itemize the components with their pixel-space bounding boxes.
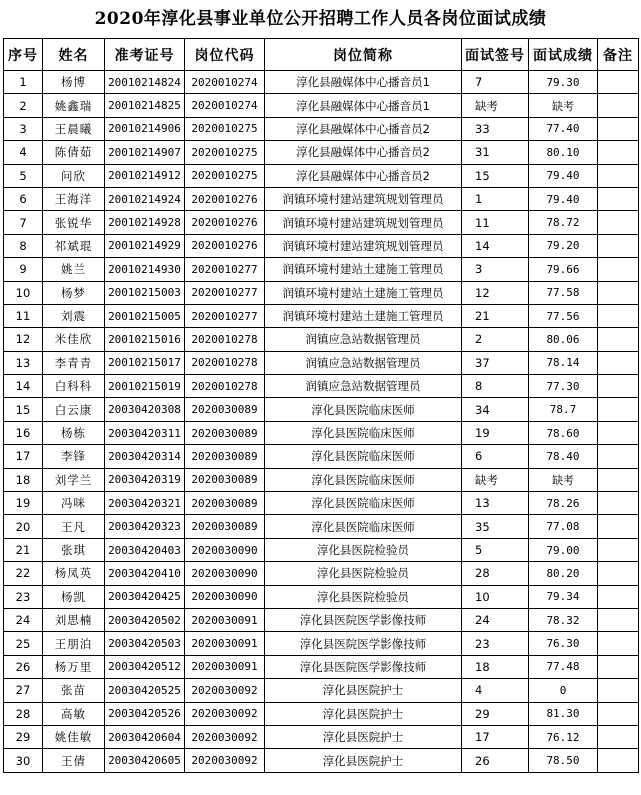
cell-exam-id: 20010214912 xyxy=(105,164,185,187)
cell-name: 王朋泊 xyxy=(43,632,105,655)
cell-post-name: 淳化县医院医学影像技师 xyxy=(265,655,462,678)
table-body xyxy=(4,71,639,773)
cell-no: 1 xyxy=(4,71,43,94)
cell-name: 问欣 xyxy=(43,164,105,187)
cell-post-name: 润镇环境村建站建筑规划管理员 xyxy=(265,187,462,210)
cell-name: 王晨曦 xyxy=(43,117,105,140)
cell-exam-id: 20010215019 xyxy=(105,375,185,398)
cell-post-code: 2020030089 xyxy=(185,492,265,515)
table-row xyxy=(4,585,639,608)
table-header-row xyxy=(4,39,639,71)
cell-name: 杨梦 xyxy=(43,281,105,304)
cell-post-name: 润镇应急站数据管理员 xyxy=(265,375,462,398)
cell-no: 18 xyxy=(4,468,43,491)
cell-post-name: 淳化县医院医学影像技师 xyxy=(265,632,462,655)
cell-post-code: 2020010276 xyxy=(185,211,265,234)
table-row xyxy=(4,421,639,444)
cell-post-name: 淳化县医院临床医师 xyxy=(265,468,462,491)
cell-score: 78.72 xyxy=(529,211,598,234)
cell-post-code: 2020010277 xyxy=(185,281,265,304)
cell-post-name: 淳化县医院临床医师 xyxy=(265,421,462,444)
score-table xyxy=(3,38,639,773)
cell-post-code: 2020030092 xyxy=(185,749,265,772)
cell-name: 张琪 xyxy=(43,538,105,561)
cell-post-code: 2020010275 xyxy=(185,141,265,164)
cell-post-name: 润镇环境村建站土建施工管理员 xyxy=(265,281,462,304)
cell-no: 27 xyxy=(4,679,43,702)
cell-note xyxy=(598,608,639,631)
table-row xyxy=(4,71,639,94)
cell-note xyxy=(598,632,639,655)
cell-post-code: 2020010275 xyxy=(185,164,265,187)
cell-post-name: 淳化县融媒体中心播音员2 xyxy=(265,117,462,140)
cell-name: 李青青 xyxy=(43,351,105,374)
cell-exam-id: 20030420605 xyxy=(105,749,185,772)
cell-exam-id: 20030420525 xyxy=(105,679,185,702)
cell-post-code: 2020030089 xyxy=(185,515,265,538)
table-row xyxy=(4,445,639,468)
cell-name: 姚鑫瑞 xyxy=(43,94,105,117)
cell-score: 79.00 xyxy=(529,538,598,561)
cell-note xyxy=(598,328,639,351)
cell-post-code: 2020030090 xyxy=(185,585,265,608)
cell-post-name: 淳化县融媒体中心播音员2 xyxy=(265,141,462,164)
cell-name: 张锐华 xyxy=(43,211,105,234)
cell-name: 白云康 xyxy=(43,398,105,421)
cell-post-name: 淳化县融媒体中心播音员2 xyxy=(265,164,462,187)
table-row xyxy=(4,608,639,631)
cell-exam-id: 20010214906 xyxy=(105,117,185,140)
cell-sign: 37 xyxy=(462,351,529,374)
cell-exam-id: 20030420526 xyxy=(105,702,185,725)
cell-note xyxy=(598,515,639,538)
cell-name: 杨博 xyxy=(43,71,105,94)
cell-score: 78.60 xyxy=(529,421,598,444)
cell-exam-id: 20010214824 xyxy=(105,71,185,94)
cell-no: 4 xyxy=(4,141,43,164)
table-row xyxy=(4,702,639,725)
cell-name: 张苗 xyxy=(43,679,105,702)
cell-name: 姚佳敏 xyxy=(43,725,105,748)
table-row xyxy=(4,655,639,678)
table-row xyxy=(4,398,639,421)
cell-score: 0 xyxy=(529,679,598,702)
cell-sign: 35 xyxy=(462,515,529,538)
cell-sign: 7 xyxy=(462,71,529,94)
cell-score: 缺考 xyxy=(529,94,598,117)
cell-post-name: 润镇应急站数据管理员 xyxy=(265,328,462,351)
cell-note xyxy=(598,585,639,608)
cell-exam-id: 20030420308 xyxy=(105,398,185,421)
cell-note xyxy=(598,375,639,398)
cell-note xyxy=(598,702,639,725)
cell-note xyxy=(598,117,639,140)
cell-score: 81.30 xyxy=(529,702,598,725)
table-row xyxy=(4,492,639,515)
cell-note xyxy=(598,304,639,327)
table-row xyxy=(4,749,639,772)
cell-post-code: 2020030089 xyxy=(185,468,265,491)
cell-post-code: 2020010276 xyxy=(185,187,265,210)
cell-sign: 17 xyxy=(462,725,529,748)
cell-no: 16 xyxy=(4,421,43,444)
cell-score: 78.50 xyxy=(529,749,598,772)
col-header-post-code: 岗位代码 xyxy=(185,39,265,71)
table-row xyxy=(4,117,639,140)
cell-no: 11 xyxy=(4,304,43,327)
cell-no: 2 xyxy=(4,94,43,117)
cell-post-code: 2020010278 xyxy=(185,375,265,398)
cell-score: 77.08 xyxy=(529,515,598,538)
cell-post-code: 2020010278 xyxy=(185,351,265,374)
cell-exam-id: 20030420502 xyxy=(105,608,185,631)
cell-name: 祁斌琨 xyxy=(43,234,105,257)
cell-post-name: 淳化县医院医学影像技师 xyxy=(265,608,462,631)
cell-exam-id: 20010214907 xyxy=(105,141,185,164)
cell-post-name: 淳化县医院检验员 xyxy=(265,585,462,608)
col-header-score: 面试成绩 xyxy=(529,39,598,71)
table-row xyxy=(4,679,639,702)
cell-post-name: 淳化县融媒体中心播音员1 xyxy=(265,71,462,94)
cell-score: 77.58 xyxy=(529,281,598,304)
page-title: 2020年淳化县事业单位公开招聘工作人员各岗位面试成绩 xyxy=(94,9,547,29)
cell-exam-id: 20010214825 xyxy=(105,94,185,117)
cell-post-name: 淳化县医院检验员 xyxy=(265,538,462,561)
cell-post-name: 润镇环境村建站建筑规划管理员 xyxy=(265,234,462,257)
cell-no: 22 xyxy=(4,562,43,585)
cell-sign: 34 xyxy=(462,398,529,421)
cell-name: 刘思楠 xyxy=(43,608,105,631)
cell-note xyxy=(598,211,639,234)
cell-post-code: 2020030089 xyxy=(185,421,265,444)
table-row xyxy=(4,632,639,655)
cell-sign: 28 xyxy=(462,562,529,585)
cell-name: 刘学兰 xyxy=(43,468,105,491)
cell-exam-id: 20010214928 xyxy=(105,211,185,234)
cell-post-code: 2020030091 xyxy=(185,608,265,631)
col-header-note: 备注 xyxy=(598,39,639,71)
cell-score: 80.20 xyxy=(529,562,598,585)
cell-name: 姚兰 xyxy=(43,258,105,281)
cell-sign: 18 xyxy=(462,655,529,678)
cell-no: 7 xyxy=(4,211,43,234)
cell-post-code: 2020030092 xyxy=(185,679,265,702)
cell-no: 8 xyxy=(4,234,43,257)
cell-post-name: 淳化县医院临床医师 xyxy=(265,492,462,515)
cell-score: 76.30 xyxy=(529,632,598,655)
cell-sign: 6 xyxy=(462,445,529,468)
table-row xyxy=(4,468,639,491)
col-header-name: 姓名 xyxy=(43,39,105,71)
cell-no: 13 xyxy=(4,351,43,374)
cell-score: 77.48 xyxy=(529,655,598,678)
cell-exam-id: 20030420512 xyxy=(105,655,185,678)
table-row xyxy=(4,141,639,164)
cell-exam-id: 20010215005 xyxy=(105,304,185,327)
cell-sign: 13 xyxy=(462,492,529,515)
cell-note xyxy=(598,562,639,585)
cell-exam-id: 20010214930 xyxy=(105,258,185,281)
cell-post-code: 2020030091 xyxy=(185,632,265,655)
cell-exam-id: 20010215003 xyxy=(105,281,185,304)
cell-post-code: 2020030091 xyxy=(185,655,265,678)
cell-note xyxy=(598,71,639,94)
cell-post-code: 2020010278 xyxy=(185,328,265,351)
cell-score: 79.34 xyxy=(529,585,598,608)
cell-no: 17 xyxy=(4,445,43,468)
cell-note xyxy=(598,94,639,117)
cell-no: 29 xyxy=(4,725,43,748)
cell-post-name: 淳化县医院临床医师 xyxy=(265,515,462,538)
cell-name: 冯咪 xyxy=(43,492,105,515)
cell-sign: 19 xyxy=(462,421,529,444)
cell-name: 杨凤英 xyxy=(43,562,105,585)
cell-sign: 29 xyxy=(462,702,529,725)
cell-no: 26 xyxy=(4,655,43,678)
cell-post-name: 淳化县融媒体中心播音员1 xyxy=(265,94,462,117)
cell-sign: 14 xyxy=(462,234,529,257)
cell-note xyxy=(598,679,639,702)
cell-post-code: 2020030089 xyxy=(185,445,265,468)
table-row xyxy=(4,375,639,398)
table-row xyxy=(4,94,639,117)
cell-note xyxy=(598,655,639,678)
col-header-sign: 面试签号 xyxy=(462,39,529,71)
cell-no: 19 xyxy=(4,492,43,515)
cell-no: 28 xyxy=(4,702,43,725)
cell-post-name: 淳化县医院护士 xyxy=(265,749,462,772)
table-row xyxy=(4,515,639,538)
cell-no: 20 xyxy=(4,515,43,538)
cell-no: 3 xyxy=(4,117,43,140)
cell-score: 78.14 xyxy=(529,351,598,374)
cell-no: 6 xyxy=(4,187,43,210)
cell-score: 77.40 xyxy=(529,117,598,140)
cell-post-name: 润镇应急站数据管理员 xyxy=(265,351,462,374)
cell-exam-id: 20030420311 xyxy=(105,421,185,444)
table-row xyxy=(4,538,639,561)
cell-no: 9 xyxy=(4,258,43,281)
cell-post-name: 润镇环境村建站土建施工管理员 xyxy=(265,304,462,327)
cell-note xyxy=(598,749,639,772)
cell-score: 80.10 xyxy=(529,141,598,164)
cell-sign: 21 xyxy=(462,304,529,327)
cell-exam-id: 20030420410 xyxy=(105,562,185,585)
cell-note xyxy=(598,492,639,515)
cell-exam-id: 20030420403 xyxy=(105,538,185,561)
cell-sign: 31 xyxy=(462,141,529,164)
cell-note xyxy=(598,164,639,187)
cell-note xyxy=(598,187,639,210)
table-row xyxy=(4,328,639,351)
cell-post-code: 2020030090 xyxy=(185,562,265,585)
cell-post-code: 2020030092 xyxy=(185,702,265,725)
cell-note xyxy=(598,234,639,257)
cell-note xyxy=(598,538,639,561)
cell-score: 79.40 xyxy=(529,164,598,187)
cell-no: 14 xyxy=(4,375,43,398)
cell-note xyxy=(598,258,639,281)
cell-score: 77.56 xyxy=(529,304,598,327)
cell-name: 米佳欣 xyxy=(43,328,105,351)
cell-no: 23 xyxy=(4,585,43,608)
cell-no: 5 xyxy=(4,164,43,187)
cell-score: 79.20 xyxy=(529,234,598,257)
cell-post-name: 润镇环境村建站建筑规划管理员 xyxy=(265,211,462,234)
cell-no: 21 xyxy=(4,538,43,561)
col-header-no: 序号 xyxy=(4,39,43,71)
table-row xyxy=(4,562,639,585)
cell-score: 79.66 xyxy=(529,258,598,281)
cell-note xyxy=(598,421,639,444)
cell-post-name: 淳化县医院护士 xyxy=(265,725,462,748)
cell-sign: 2 xyxy=(462,328,529,351)
cell-post-code: 2020030092 xyxy=(185,725,265,748)
cell-sign: 3 xyxy=(462,258,529,281)
cell-sign: 26 xyxy=(462,749,529,772)
table-row xyxy=(4,187,639,210)
cell-post-code: 2020010277 xyxy=(185,258,265,281)
cell-sign: 24 xyxy=(462,608,529,631)
cell-post-code: 2020010274 xyxy=(185,71,265,94)
cell-note xyxy=(598,725,639,748)
cell-score: 78.32 xyxy=(529,608,598,631)
cell-sign: 1 xyxy=(462,187,529,210)
table-row xyxy=(4,234,639,257)
col-header-exam-id: 准考证号 xyxy=(105,39,185,71)
cell-name: 王凡 xyxy=(43,515,105,538)
cell-score: 79.40 xyxy=(529,187,598,210)
cell-note xyxy=(598,351,639,374)
cell-score: 78.40 xyxy=(529,445,598,468)
cell-no: 10 xyxy=(4,281,43,304)
cell-exam-id: 20030420314 xyxy=(105,445,185,468)
cell-sign: 12 xyxy=(462,281,529,304)
cell-name: 王海洋 xyxy=(43,187,105,210)
cell-note xyxy=(598,468,639,491)
cell-score: 76.12 xyxy=(529,725,598,748)
cell-name: 杨凯 xyxy=(43,585,105,608)
cell-no: 15 xyxy=(4,398,43,421)
cell-note xyxy=(598,141,639,164)
cell-exam-id: 20010214924 xyxy=(105,187,185,210)
cell-sign: 8 xyxy=(462,375,529,398)
cell-name: 刘震 xyxy=(43,304,105,327)
cell-sign: 缺考 xyxy=(462,468,529,491)
cell-exam-id: 20010215016 xyxy=(105,328,185,351)
cell-post-code: 2020010276 xyxy=(185,234,265,257)
table-row xyxy=(4,725,639,748)
cell-score: 80.06 xyxy=(529,328,598,351)
cell-exam-id: 20030420503 xyxy=(105,632,185,655)
cell-post-code: 2020010274 xyxy=(185,94,265,117)
table-row xyxy=(4,304,639,327)
cell-post-name: 润镇环境村建站土建施工管理员 xyxy=(265,258,462,281)
cell-post-name: 淳化县医院护士 xyxy=(265,679,462,702)
cell-post-code: 2020030090 xyxy=(185,538,265,561)
cell-sign: 4 xyxy=(462,679,529,702)
table-row xyxy=(4,211,639,234)
cell-post-code: 2020010277 xyxy=(185,304,265,327)
cell-post-name: 淳化县医院检验员 xyxy=(265,562,462,585)
cell-score: 77.30 xyxy=(529,375,598,398)
cell-no: 24 xyxy=(4,608,43,631)
cell-exam-id: 20030420425 xyxy=(105,585,185,608)
cell-sign: 10 xyxy=(462,585,529,608)
cell-name: 白科科 xyxy=(43,375,105,398)
cell-post-code: 2020030089 xyxy=(185,398,265,421)
table-row xyxy=(4,164,639,187)
cell-exam-id: 20030420323 xyxy=(105,515,185,538)
cell-sign: 33 xyxy=(462,117,529,140)
cell-name: 陈倩茹 xyxy=(43,141,105,164)
cell-exam-id: 20010215017 xyxy=(105,351,185,374)
col-header-post-name: 岗位简称 xyxy=(265,39,462,71)
cell-post-name: 淳化县医院护士 xyxy=(265,702,462,725)
cell-no: 30 xyxy=(4,749,43,772)
cell-exam-id: 20010214929 xyxy=(105,234,185,257)
cell-sign: 5 xyxy=(462,538,529,561)
cell-sign: 23 xyxy=(462,632,529,655)
cell-exam-id: 20030420604 xyxy=(105,725,185,748)
cell-note xyxy=(598,445,639,468)
cell-sign: 11 xyxy=(462,211,529,234)
cell-note xyxy=(598,281,639,304)
cell-no: 12 xyxy=(4,328,43,351)
cell-exam-id: 20030420319 xyxy=(105,468,185,491)
cell-name: 杨万里 xyxy=(43,655,105,678)
cell-post-name: 淳化县医院临床医师 xyxy=(265,445,462,468)
cell-exam-id: 20030420321 xyxy=(105,492,185,515)
cell-post-name: 淳化县医院临床医师 xyxy=(265,398,462,421)
cell-name: 高敏 xyxy=(43,702,105,725)
cell-name: 李锋 xyxy=(43,445,105,468)
cell-post-code: 2020010275 xyxy=(185,117,265,140)
cell-score: 79.30 xyxy=(529,71,598,94)
table-row xyxy=(4,258,639,281)
cell-name: 杨栋 xyxy=(43,421,105,444)
cell-score: 78.26 xyxy=(529,492,598,515)
table-row xyxy=(4,281,639,304)
cell-sign: 15 xyxy=(462,164,529,187)
cell-note xyxy=(598,398,639,421)
cell-sign: 缺考 xyxy=(462,94,529,117)
cell-score: 78.7 xyxy=(529,398,598,421)
cell-no: 25 xyxy=(4,632,43,655)
cell-score: 缺考 xyxy=(529,468,598,491)
table-row xyxy=(4,351,639,374)
cell-name: 王倩 xyxy=(43,749,105,772)
